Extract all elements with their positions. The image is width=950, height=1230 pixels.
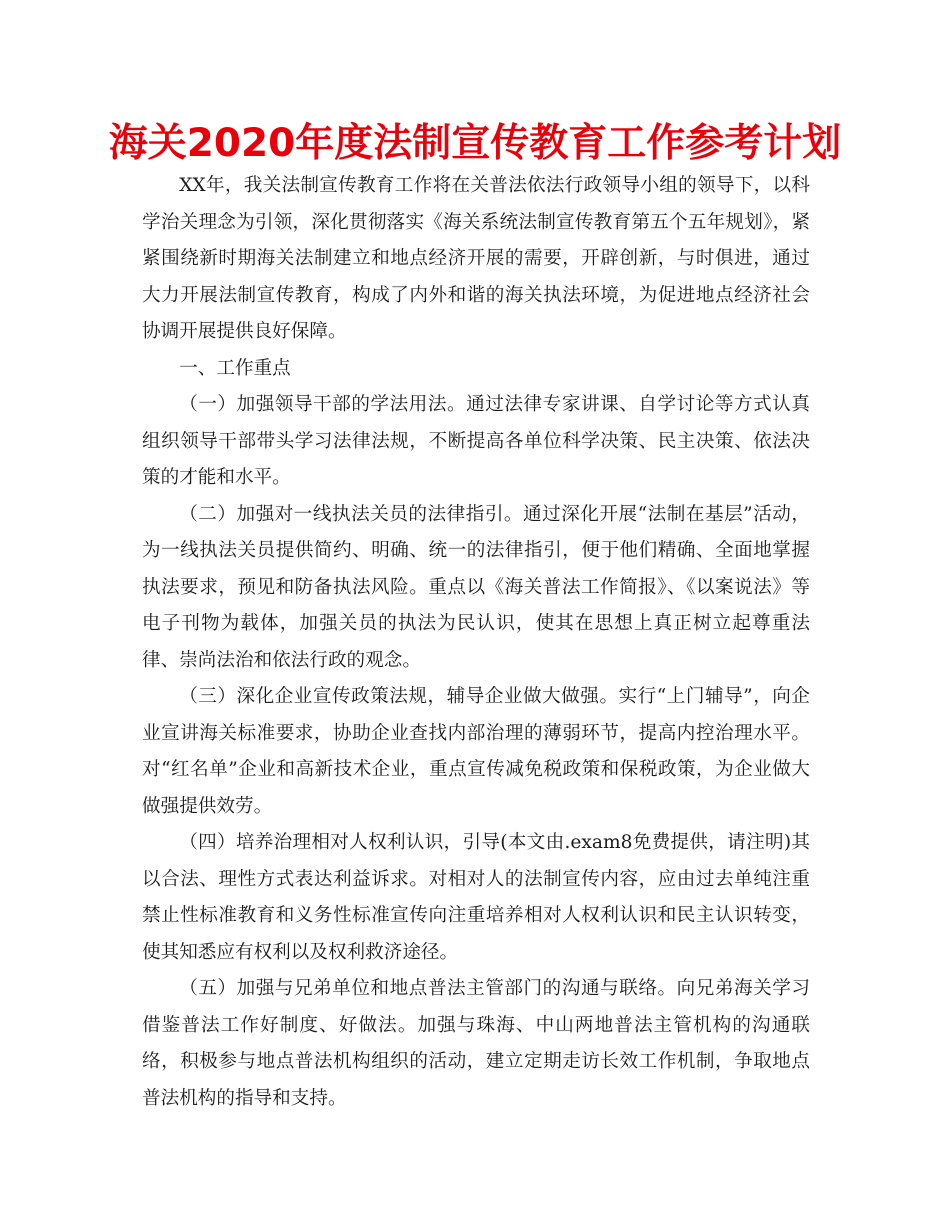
paragraph-item-1: （一）加强领导干部的学法用法。通过法律专家讲课、自学讨论等方式认真组织领导干部带头学习法律法规，不断提高各单位科学决策、民主决策、依法决策的才能和水平。	[142, 394, 810, 488]
document-body	[142, 168, 810, 1117]
paragraph-item-2: （二）加强对一线执法关员的法律指引。通过深化开展“法制在基层”活动，为一线执法关员提供简约、明确、统一的法律指引，便于他们精确、全面地掌握执法要求，预见和防备执法风险。重点以《海关普法工作简报》、《以案说法》等电子刊物为载体，加强关员的执法为民认识，使其在思想上真正树立起尊重法律、崇尚法治和依法行政的观念。	[142, 503, 810, 671]
paragraph-item-3: （三）深化企业宣传政策法规，辅导企业做大做强。实行“上门辅导”，向企业宣讲海关标准要求，协助企业查找内部治理的薄弱环节，提高内控治理水平。对“红名单”企业和高新技术企业，重点宣传减免税政策和保税政策，为企业做大做强提供效劳。	[142, 686, 810, 817]
paragraph-item-4: （四）培养治理相对人权利认识，引导(本文由.exam8免费提供，请注明)其以合法、理性方式表达利益诉求。对相对人的法制宣传内容，应由过去单纯注重禁止性标准教育和义务性标准宣传向注重培养相对人权利认识和民主认识转变，使其知悉应有权利以及权利救济途径。	[142, 832, 810, 963]
document-title: 海关2020年度法制宣传教育工作参考计划	[108, 121, 842, 166]
section-heading-work-focus: 一、工作重点	[179, 357, 291, 379]
paragraph-intro: XX年，我关法制宣传教育工作将在关普法依法行政领导小组的领导下，以科学治关理念为引领，深化贯彻落实《海关系统法制宣传教育第五个五年规划》，紧紧围绕新时期海关法制建立和地点经济开展的需要，开辟创新，与时俱进，通过大力开展法制宣传教育，构成了内外和谐的海关执法环境，为促进地点经济社会协调开展提供良好保障。	[142, 175, 810, 342]
paragraph-item-5: （五）加强与兄弟单位和地点普法主管部门的沟通与联络。向兄弟海关学习借鉴普法工作好制度、好做法。加强与珠海、中山两地普法主管机构的沟通联络，积极参与地点普法机构组织的活动，建立定期走访长效工作机制，争取地点普法机构的指导和支持。	[142, 978, 810, 1109]
